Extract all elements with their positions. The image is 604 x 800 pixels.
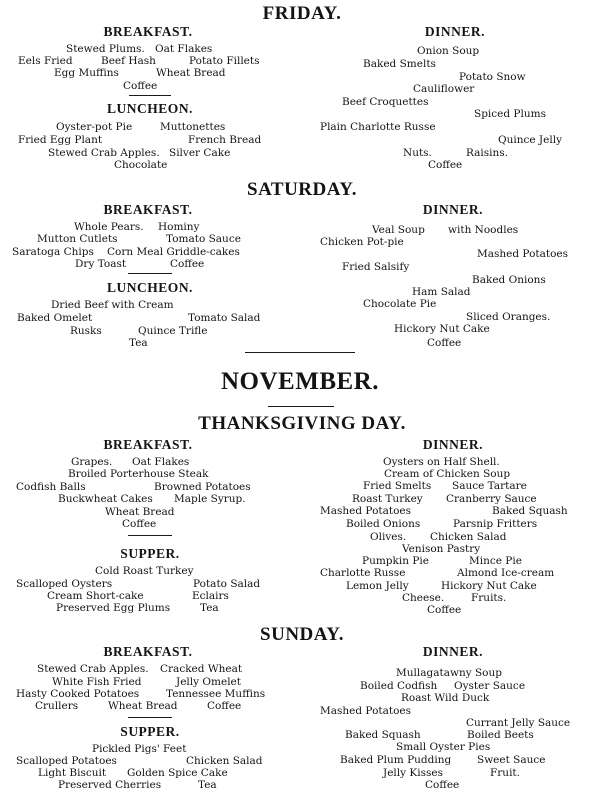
month-title: NOVEMBER. (221, 368, 379, 395)
menu-item: Eclairs (192, 590, 229, 602)
menu-item: Mutton Cutlets (37, 233, 118, 245)
menu-item: Cracked Wheat (160, 663, 243, 675)
divider (128, 717, 172, 718)
menu-item: Potato Salad (193, 578, 261, 590)
menu-item: Stewed Plums. (66, 43, 145, 55)
menu-item: Baked Squash (345, 729, 421, 741)
friday-breakfast-heading: BREAKFAST. (103, 24, 193, 39)
menu-item: Parsnip Fritters (453, 518, 538, 530)
menu-item: French Bread (188, 134, 262, 146)
menu-item: Roast Wild Duck (401, 692, 490, 704)
menu-item: Almond Ice-cream (457, 567, 555, 579)
menu-item: Mashed Potatoes (320, 705, 412, 717)
menu-item: Stewed Crab Apples. (37, 663, 149, 675)
menu-item: Oat Flakes (132, 456, 190, 468)
menu-item: Saratoga Chips (12, 246, 94, 258)
menu-item: Onion Soup (417, 45, 480, 57)
menu-item: Tomato Salad (188, 312, 261, 324)
menu-item: Hickory Nut Cake (394, 323, 490, 335)
menu-item: Oysters on Half Shell. (383, 456, 500, 468)
menu-item: Preserved Cherries (58, 779, 162, 791)
menu-item: Cauliflower (413, 83, 475, 95)
menu-item: Cranberry Sauce (446, 493, 537, 505)
menu-item: Quince Jelly (498, 134, 562, 146)
thanksgiving-dinner-heading: DINNER. (422, 437, 484, 452)
menu-item: Baked Onions (472, 274, 546, 286)
menu-item: Coffee (425, 779, 460, 791)
menu-item: Tea (129, 337, 148, 349)
menu-item: Stewed Crab Apples. (48, 147, 160, 159)
menu-item: Wheat Bread (105, 506, 175, 518)
day-title-sunday: SUNDAY. (260, 624, 344, 645)
divider (128, 273, 172, 274)
menu-item: Silver Cake (169, 147, 231, 159)
menu-item: Muttonettes (160, 121, 226, 133)
menu-item: Cream Short-cake (47, 590, 144, 602)
menu-item: Dried Beef with Cream (51, 299, 174, 311)
menu-item: Pumpkin Pie (362, 555, 429, 567)
menu-item: Potato Snow (459, 71, 526, 83)
divider (129, 95, 171, 96)
menu-item: Oyster-pot Pie (56, 121, 133, 133)
menu-item: Fried Smelts (363, 480, 432, 492)
menu-item: Baked Squash (492, 505, 568, 517)
menu-item: Golden Spice Cake (127, 767, 228, 779)
menu-item: Corn Meal Griddle-cakes (107, 246, 240, 258)
menu-item: Currant Jelly Sauce (466, 717, 571, 729)
menu-item: Coffee (207, 700, 242, 712)
divider (245, 352, 355, 353)
menu-item: Scalloped Oysters (16, 578, 113, 590)
menu-item: Sauce Tartare (452, 480, 527, 492)
menu-item: Tea (200, 602, 219, 614)
menu-item: Rusks (70, 325, 102, 337)
menu-item: Wheat Bread (156, 67, 226, 79)
menu-item: Coffee (170, 258, 205, 270)
menu-item: Boiled Codfish (360, 680, 438, 692)
menu-item: Olives. (370, 531, 407, 543)
menu-item: Potato Fillets (189, 55, 260, 67)
saturday-dinner-heading: DINNER. (422, 202, 484, 217)
menu-item: Preserved Egg Plums (56, 602, 171, 614)
sunday-supper-heading: SUPPER. (120, 724, 180, 739)
menu-item: Baked Smelts (363, 58, 436, 70)
menu-item: Cold Roast Turkey (95, 565, 194, 577)
menu-item: Mullagatawny Soup (396, 667, 502, 679)
saturday-luncheon-heading: LUNCHEON. (107, 280, 193, 295)
thanksgiving-supper-heading: SUPPER. (120, 546, 180, 561)
menu-item: Coffee (427, 337, 462, 349)
menu-item: Tomato Sauce (166, 233, 241, 245)
menu-item: Spiced Plums (474, 108, 546, 120)
menu-item: Mince Pie (469, 555, 522, 567)
menu-item: Fruit. (490, 767, 520, 779)
menu-item: Cream of Chicken Soup (384, 468, 511, 480)
menu-item: Tea (198, 779, 217, 791)
menu-item: Fried Salsify (342, 261, 410, 273)
menu-item: Coffee (427, 604, 462, 616)
menu-item: Oyster Sauce (454, 680, 526, 692)
menu-item: Broiled Porterhouse Steak (68, 468, 209, 480)
menu-item: Lemon Jelly (346, 580, 409, 592)
menu-item: with Noodles (448, 224, 519, 236)
menu-item: Jelly Omelet (176, 676, 241, 688)
divider (268, 406, 334, 407)
menu-item: Chicken Pot-pie (320, 236, 404, 248)
menu-item: Baked Plum Pudding (340, 754, 452, 766)
divider (128, 535, 172, 536)
day-title-thanksgiving: THANKSGIVING DAY. (198, 413, 406, 434)
day-title-friday: FRIDAY. (262, 3, 342, 24)
menu-item: Boiled Onions (346, 518, 421, 530)
menu-item: Boiled Beets (467, 729, 534, 741)
menu-item: Roast Turkey (352, 493, 423, 505)
sunday-dinner-heading: DINNER. (422, 644, 484, 659)
menu-item: Chicken Salad (186, 755, 263, 767)
menu-item: Plain Charlotte Russe (320, 121, 436, 133)
menu-item: Chocolate Pie (363, 298, 437, 310)
menu-item: Venison Pastry (402, 543, 481, 555)
menu-item: Small Oyster Pies (396, 741, 491, 753)
friday-dinner-heading: DINNER. (424, 24, 486, 39)
menu-item: Fruits. (471, 592, 507, 604)
day-title-saturday: SATURDAY. (247, 179, 357, 200)
menu-item: Oat Flakes (155, 43, 213, 55)
menu-item: Hickory Nut Cake (441, 580, 537, 592)
menu-item: Nuts. (403, 147, 432, 159)
menu-item: Maple Syrup. (174, 493, 246, 505)
menu-item: Pickled Pigs' Feet (92, 743, 187, 755)
menu-item: Coffee (123, 80, 158, 92)
menu-item: Hasty Cooked Potatoes (16, 688, 140, 700)
menu-item: Coffee (122, 518, 157, 530)
menu-item: Grapes. (71, 456, 113, 468)
menu-item: Chocolate (114, 159, 168, 171)
menu-item: Mashed Potatoes (477, 248, 569, 260)
menu-item: Wheat Bread (108, 700, 178, 712)
menu-item: Beef Hash (101, 55, 156, 67)
saturday-breakfast-heading: BREAKFAST. (103, 202, 193, 217)
menu-item: Crullers (35, 700, 79, 712)
menu-item: Buckwheat Cakes (58, 493, 153, 505)
menu-item: Eels Fried (18, 55, 73, 67)
menu-item: Whole Pears. (74, 221, 144, 233)
menu-item: Coffee (428, 159, 463, 171)
friday-luncheon-heading: LUNCHEON. (107, 101, 193, 116)
menu-item: Hominy (158, 221, 200, 233)
menu-item: Light Biscuit (38, 767, 107, 779)
menu-item: Dry Toast (75, 258, 127, 270)
menu-item: Tennessee Muffins (166, 688, 266, 700)
menu-item: Fried Egg Plant (18, 134, 103, 146)
menu-item: Mashed Potatoes (320, 505, 412, 517)
sunday-breakfast-heading: BREAKFAST. (103, 644, 193, 659)
menu-item: Sweet Sauce (477, 754, 546, 766)
menu-item: Browned Potatoes (154, 481, 251, 493)
menu-item: Ham Salad (412, 286, 471, 298)
thanksgiving-breakfast-heading: BREAKFAST. (103, 437, 193, 452)
menu-item: Sliced Oranges. (466, 311, 551, 323)
menu-item: White Fish Fried (52, 676, 142, 688)
menu-item: Cheese. (402, 592, 445, 604)
menu-item: Baked Omelet (17, 312, 93, 324)
menu-item: Veal Soup (372, 224, 425, 236)
menu-item: Jelly Kisses (383, 767, 443, 779)
menu-item: Codfish Balls (16, 481, 86, 493)
menu-item: Chicken Salad (430, 531, 507, 543)
menu-item: Charlotte Russe (320, 567, 406, 579)
menu-item: Quince Trifle (138, 325, 208, 337)
menu-item: Scalloped Potatoes (16, 755, 117, 767)
menu-item: Egg Muffins (54, 67, 119, 79)
menu-item: Raisins. (466, 147, 508, 159)
menu-item: Beef Croquettes (342, 96, 429, 108)
